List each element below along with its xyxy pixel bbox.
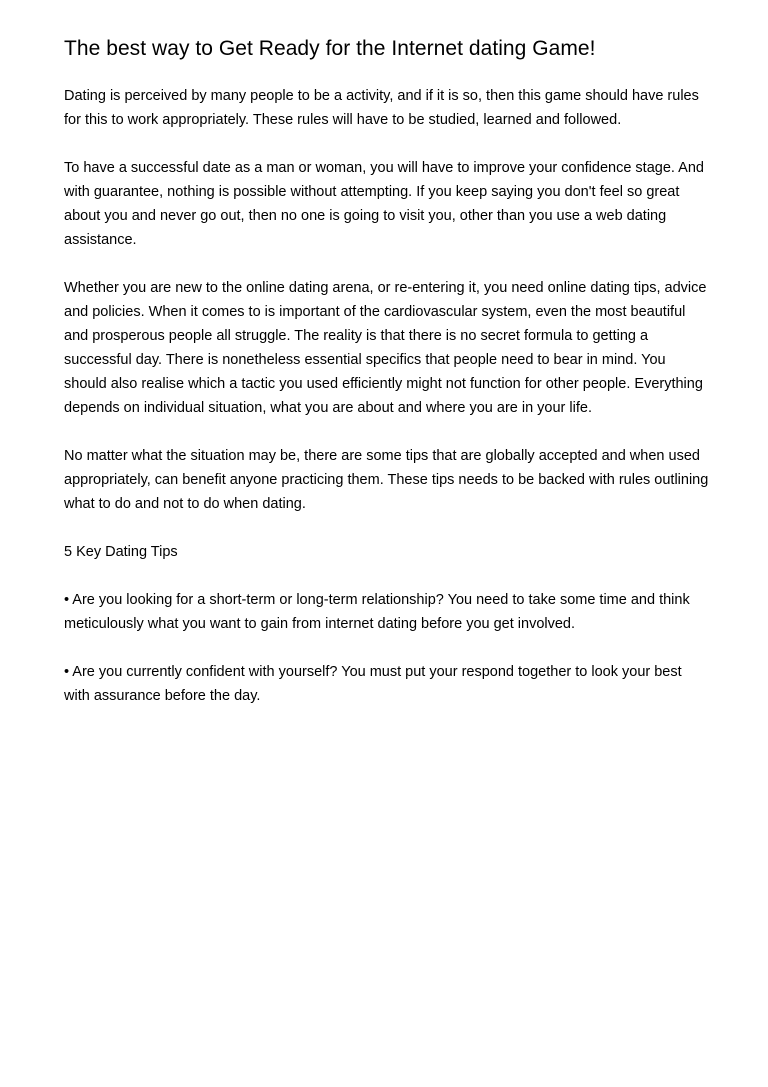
document-title: The best way to Get Ready for the Internet dating Game! (64, 37, 596, 60)
tip-item-relationship: • Are you looking for a short-term or long-term relationship? You need to take some time and think meticulously what you want to gain from internet dating before you get involved. (64, 592, 690, 632)
paragraph-confidence: To have a successful date as a man or woman, you will have to improve your confidence stage. And with guarantee, nothing is possible without attempting. If you keep saying you don't feel so great about you and never go out, then no one is going to visit you, other than you use a web dating assistance. (64, 160, 704, 248)
tip-item-confidence: • Are you currently confident with yourself? You must put your respond together to look your best with assurance before the day. (64, 664, 682, 704)
paragraph-intro: Dating is perceived by many people to be a activity, and if it is so, then this game should have rules for this to work appropriately. These rules will have to be studied, learned and followed. (64, 88, 699, 128)
paragraph-tips-intro: No matter what the situation may be, there are some tips that are globally accepted and when used appropriately, can benefit anyone practicing them. These tips needs to be backed with rules outlining what to do and not to do when dating. (64, 448, 709, 512)
section-heading-key-tips: 5 Key Dating Tips (64, 544, 178, 560)
paragraph-online-dating: Whether you are new to the online dating arena, or re-entering it, you need online dating tips, advice and policies. When it comes to is important of the cardiovascular system, even the most beautiful and prosperous people all struggle. The reality is that there is no secret formula to getting a successful day. There is nonetheless essential specifics that people need to bear in mind. You should also realise which a tactic you used efficiently might not function for other people. Everything depends on individual situation, what you are about and where you are in your life. (64, 280, 707, 416)
document-body (64, 84, 709, 732)
